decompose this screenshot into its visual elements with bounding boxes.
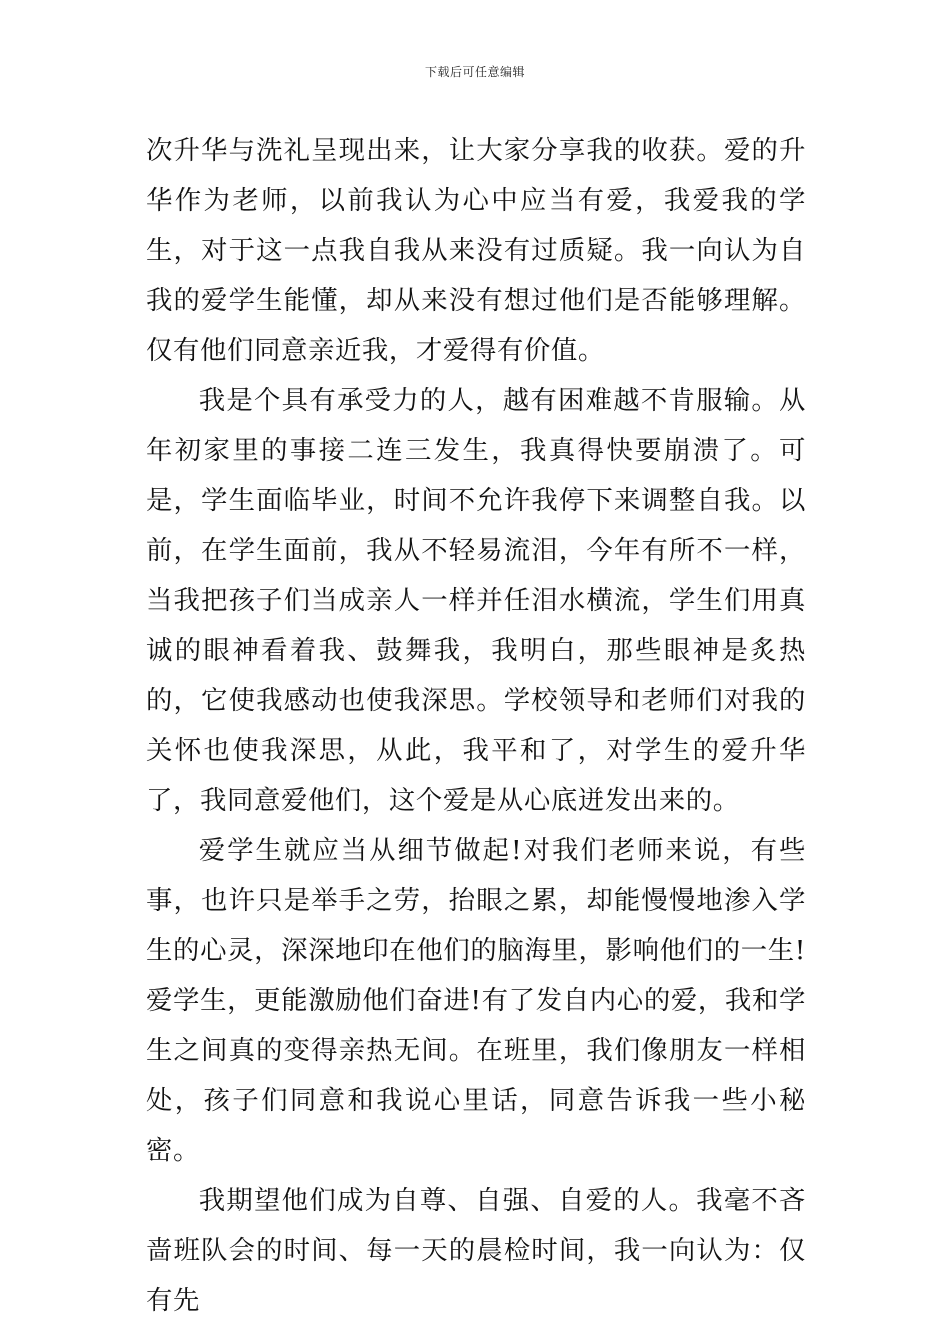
paragraph-1: 次升华与洗礼呈现出来，让大家分享我的收获。爱的升华作为老师，以前我认为心中应当有爱，我爱我的学生，对于这一点我自我从来没有过质疑。我一向认为自我的爱学生能懂，却从来没有想过他们是否能够理解。仅有他们同意亲近我，才爱得有价值。 — [146, 135, 806, 366]
paragraph-4: 我期望他们成为自尊、自强、自爱的人。我毫不吝啬班队会的时间、每一天的晨检时间，我一向认为：仅有先 — [146, 1185, 806, 1316]
document-body — [146, 126, 806, 1326]
paragraph-3: 爱学生就应当从细节做起!对我们老师来说，有些事，也许只是举手之劳，抬眼之累，却能慢慢地渗入学生的心灵，深深地印在他们的脑海里，影响他们的一生!爱学生，更能激励他们奋进!有了发自内心的爱，我和学生之间真的变得亲热无间。在班里，我们像朋友一样相处，孩子们同意和我说心里话，同意告诉我一些小秘密。 — [146, 835, 806, 1166]
paragraph-2: 我是个具有承受力的人，越有困难越不肯服输。从年初家里的事接二连三发生，我真得快要崩溃了。可是，学生面临毕业，时间不允许我停下来调整自我。以前，在学生面前，我从不轻易流泪，今年有所不一样，当我把孩子们当成亲人一样并任泪水横流，学生们用真诚的眼神看着我、鼓舞我，我明白，那些眼神是炙热的，它使我感动也使我深思。学校领导和老师们对我的关怀也使我深思，从此，我平和了，对学生的爱升华了，我同意爱他们，这个爱是从心底迸发出来的。 — [146, 385, 806, 816]
page-header: 下载后可任意编辑 — [424, 65, 525, 79]
